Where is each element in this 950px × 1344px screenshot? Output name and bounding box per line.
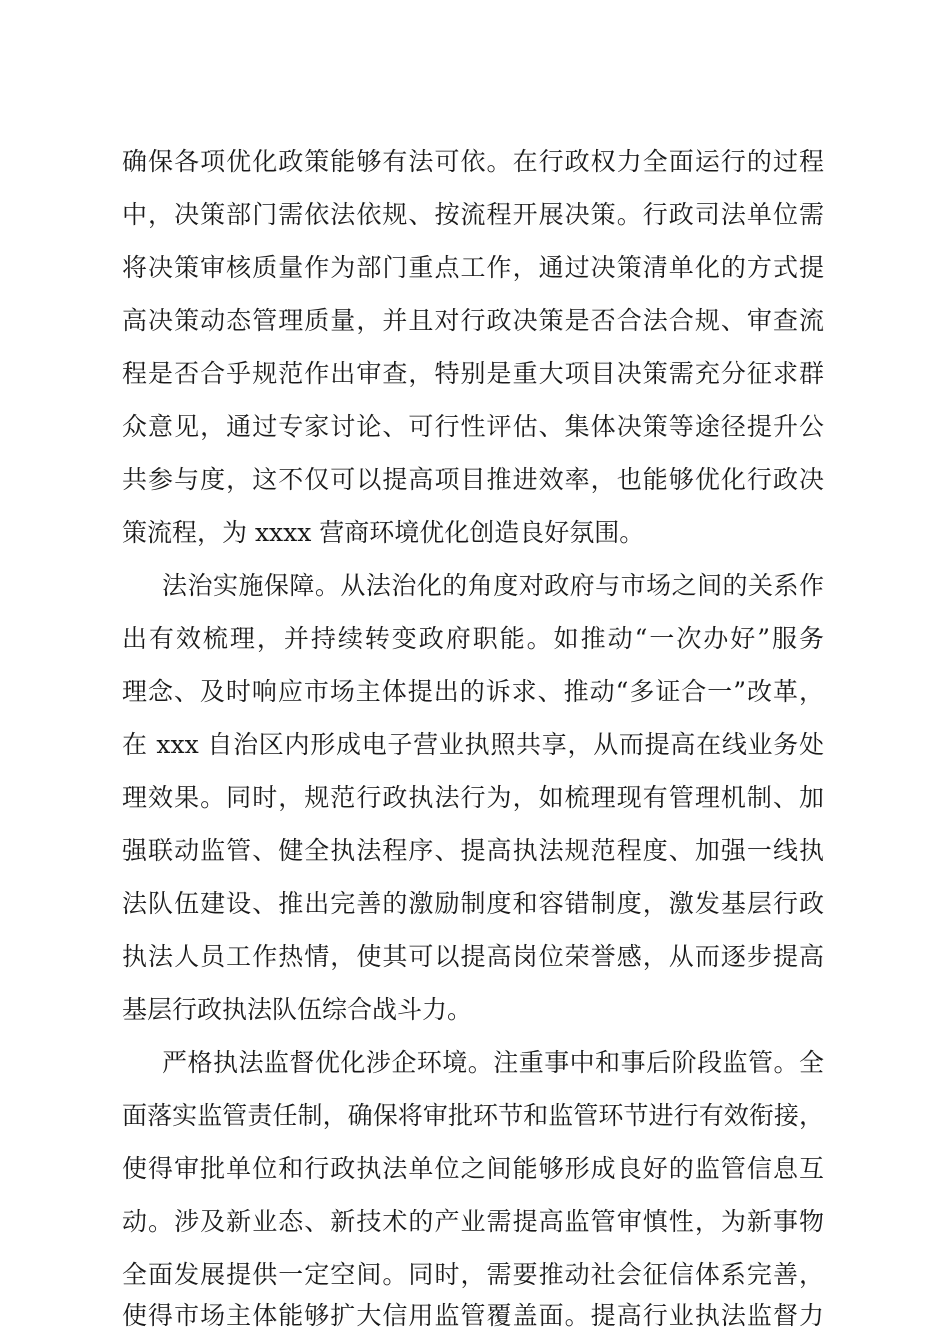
paragraph-1-line-1: 确保各项优化政策能够有法可依。在行政权力全面运行的过程: [122, 147, 824, 176]
paragraph-2-line-8: 执法人员工作热情，使其可以提高岗位荣誉感，从而逐步提高: [122, 942, 824, 971]
paragraph-2-line-4: 在 xxx 自治区内形成电子营业执照共享，从而提高在线业务处: [122, 730, 824, 759]
paragraph-2-line-1: 法治实施保障。从法治化的角度对政府与市场之间的关系作: [162, 571, 824, 600]
paragraph-3-line-6: 使得市场主体能够扩大信用监管覆盖面。提高行业执法监督力: [122, 1301, 824, 1330]
paragraph-1-line-6: 众意见，通过专家讨论、可行性评估、集体决策等途径提升公: [122, 412, 824, 441]
paragraph-2-line-7: 法队伍建设、推出完善的激励制度和容错制度，激发基层行政: [122, 889, 824, 918]
paragraph-2-line-3: 理念、及时响应市场主体提出的诉求、推动“多证合一”改革，: [122, 677, 824, 706]
paragraph-2-line-6: 强联动监管、健全执法程序、提高执法规范程度、加强一线执: [122, 836, 824, 865]
paragraph-2-line-9: 基层行政执法队伍综合战斗力。: [122, 995, 473, 1024]
paragraph-1-line-4: 高决策动态管理质量，并且对行政决策是否合法合规、审查流: [122, 306, 824, 335]
paragraph-1-line-5: 程是否合乎规范作出审查，特别是重大项目决策需充分征求群: [122, 359, 824, 388]
paragraph-2-line-2: 出有效梳理，并持续转变政府职能。如推动“一次办好”服务: [122, 624, 824, 653]
paragraph-3-line-1: 严格执法监督优化涉企环境。注重事中和事后阶段监管。全: [162, 1048, 824, 1077]
paragraph-3-line-3: 使得审批单位和行政执法单位之间能够形成良好的监管信息互: [122, 1154, 824, 1183]
paragraph-1-line-8: 策流程，为 xxxx 营商环境优化创造良好氛围。: [122, 518, 645, 547]
paragraph-3-line-5: 全面发展提供一定空间。同时，需要推动社会征信体系完善，: [122, 1260, 824, 1289]
paragraph-1-line-7: 共参与度，这不仅可以提高项目推进效率，也能够优化行政决: [122, 465, 824, 494]
paragraph-1-line-3: 将决策审核质量作为部门重点工作，通过决策清单化的方式提: [122, 253, 824, 282]
paragraph-3-line-2: 面落实监管责任制，确保将审批环节和监管环节进行有效衔接，: [122, 1101, 824, 1130]
paragraph-2-line-5: 理效果。同时，规范行政执法行为，如梳理现有管理机制、加: [122, 783, 824, 812]
paragraph-1-line-2: 中，决策部门需依法依规、按流程开展决策。行政司法单位需: [122, 200, 824, 229]
paragraph-3-line-4: 动。涉及新业态、新技术的产业需提高监管审慎性，为新事物: [122, 1207, 824, 1236]
